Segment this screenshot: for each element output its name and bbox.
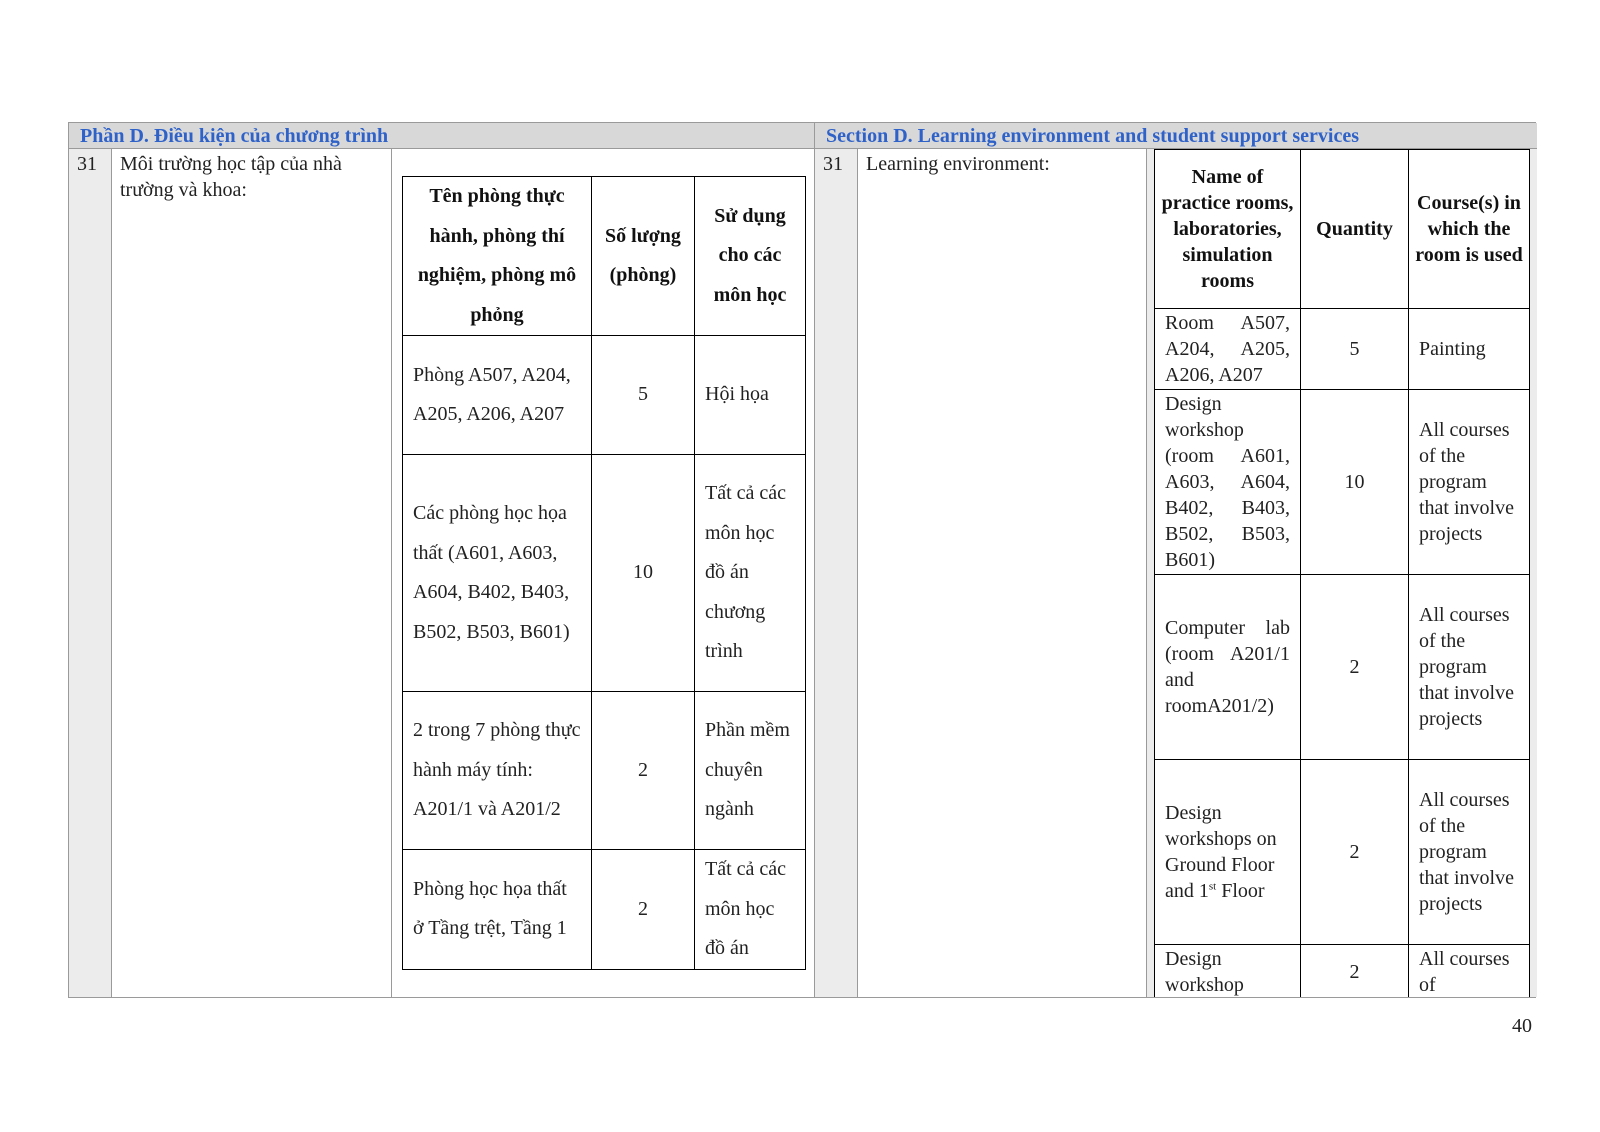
table-row [403,455,806,692]
room-name-cell: Phòng học họa thất ở Tầng trệt, Tầng 1 [403,850,592,970]
header-room-name: Name of practice rooms, laboratories, simulation rooms [1155,150,1301,309]
ordinal-suffix: st [1208,880,1217,893]
usage-cell: All courses of the program that involve projects [1409,760,1530,945]
room-name-cell [1155,760,1301,945]
quantity-cell: 2 [1301,760,1409,945]
room-name-cell: Design workshop (room A601, A603, A604, B402, B403, B502, B503, B601) [1155,390,1301,575]
table-row [403,692,806,850]
quantity-cell: 2 [1301,945,1409,999]
header-quantity: Quantity [1301,150,1409,309]
room-name-cell: Design workshop [1155,945,1301,999]
room-name-text-end: Floor [1221,880,1265,902]
quantity-cell: 5 [592,336,695,455]
page-number: 40 [1512,1015,1532,1037]
right-section-title: Section D. Learning environment and student support services [815,123,1537,149]
header-usage: Sử dụng cho các môn học [695,177,806,336]
usage-cell: Painting [1409,309,1530,390]
table-header-row [1155,150,1530,309]
left-item-label: Môi trường học tập của nhà trường và khoa: [112,149,392,997]
header-usage: Course(s) in which the room is used [1409,150,1530,309]
quantity-cell: 5 [1301,309,1409,390]
left-item-number: 31 [69,149,112,997]
table-row [1155,309,1530,390]
quantity-cell: 2 [592,850,695,970]
room-name-text: Design workshops on Ground Floor and 1 [1165,802,1277,902]
table-header-row [403,177,806,336]
quantity-cell: 10 [592,455,695,692]
english-rooms-table [1154,149,1530,999]
table-row [403,336,806,455]
header-room-name: Tên phòng thực hành, phòng thí nghiệm, phòng mô phỏng [403,177,592,336]
room-name-cell: Phòng A507, A204, A205, A206, A207 [403,336,592,455]
table-row [1155,945,1530,999]
table-row [1155,390,1530,575]
room-name-cell: Các phòng học họa thất (A601, A603, A604, B402, B403, B502, B503, B601) [403,455,592,692]
quantity-cell: 10 [1301,390,1409,575]
usage-cell: All courses of the program that involve projects [1409,390,1530,575]
right-item-number: 31 [815,149,858,997]
usage-cell: Tất cả các môn học đồ án chương trình [695,455,806,692]
header-quantity: Số lượng (phòng) [592,177,695,336]
usage-cell: Phần mềm chuyên ngành [695,692,806,850]
quantity-cell: 2 [1301,575,1409,760]
table-row [1155,760,1530,945]
page-bottom-margin [0,998,1600,1132]
usage-cell: Tất cả các môn học đồ án [695,850,806,970]
table-row [1155,575,1530,760]
right-item-label: Learning environment: [858,149,1147,997]
room-name-cell: 2 trong 7 phòng thực hành máy tính: A201/1 và A201/2 [403,692,592,850]
usage-cell: All courses of the program that involve projects [1409,575,1530,760]
frame-bottom-border [68,997,1536,998]
quantity-cell: 2 [592,692,695,850]
room-name-cell: Computer lab (room A201/1 and roomA201/2) [1155,575,1301,760]
vietnamese-rooms-table [402,176,806,970]
usage-cell: All courses of [1409,945,1530,999]
room-name-cell: Room A507, A204, A205, A206, A207 [1155,309,1301,390]
left-section-title: Phần D. Điều kiện của chương trình [69,123,815,149]
usage-cell: Hội họa [695,336,806,455]
table-row [403,850,806,970]
